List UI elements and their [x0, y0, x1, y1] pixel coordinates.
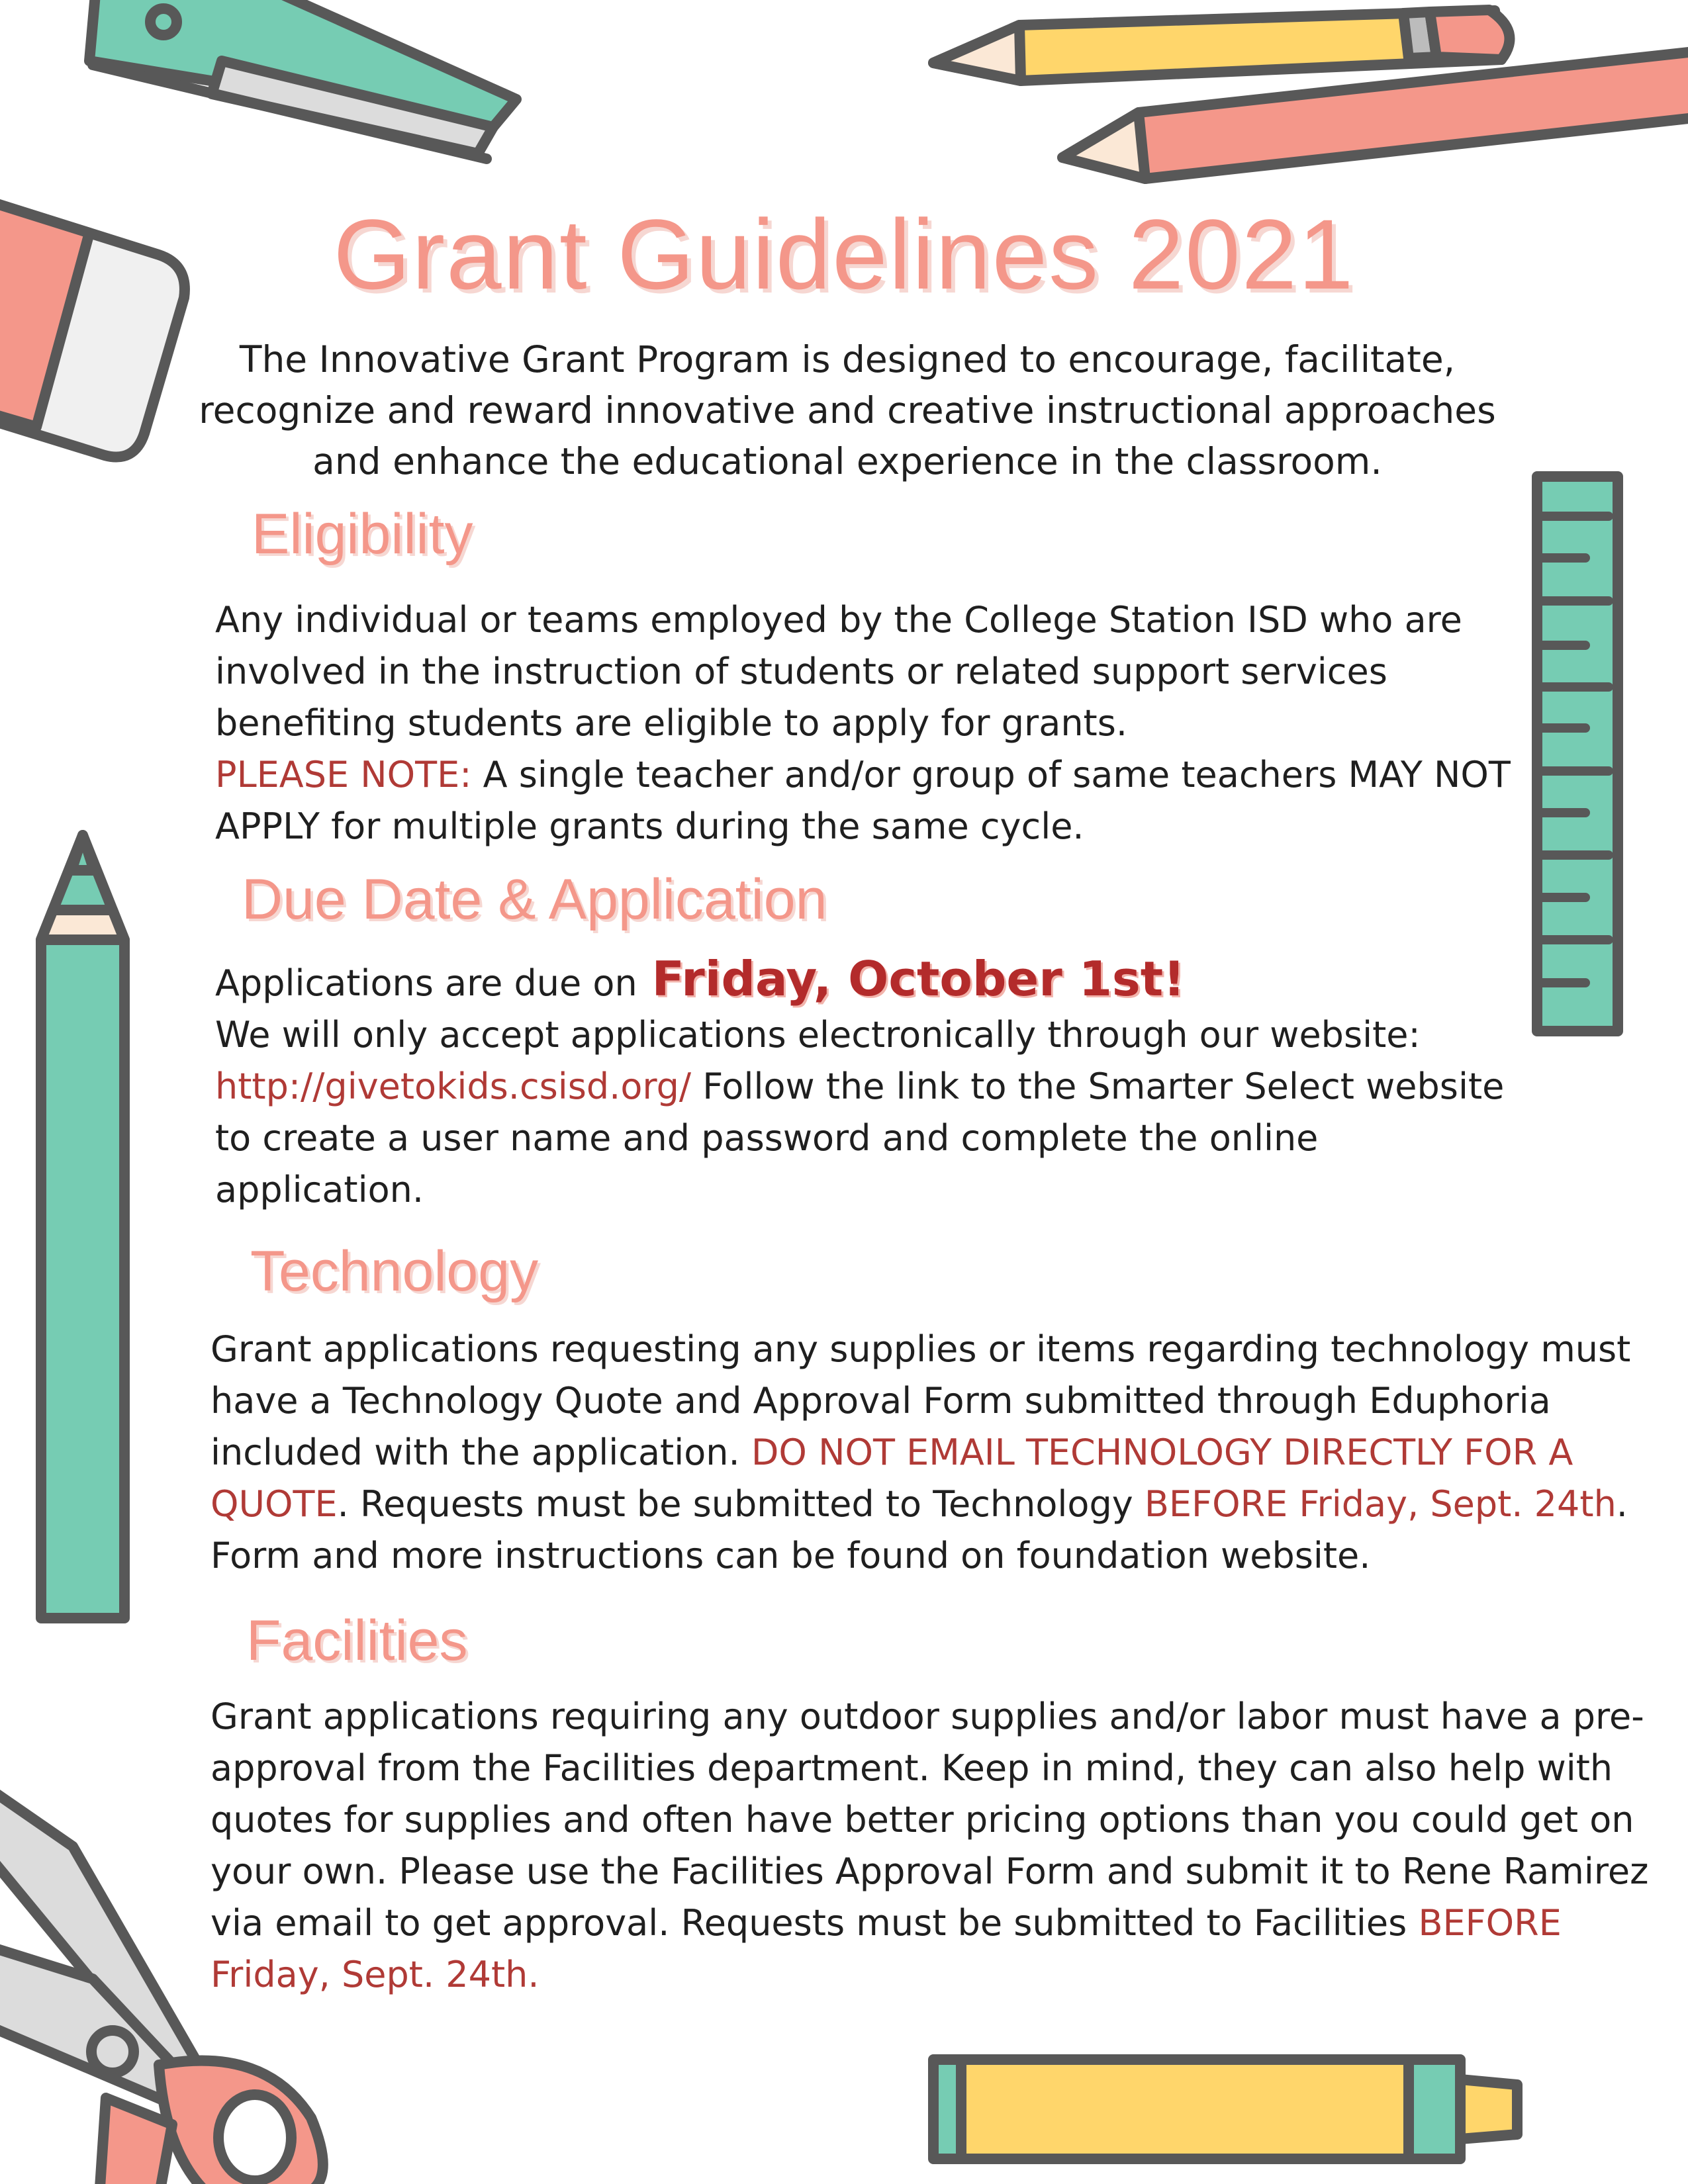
due-date-section [215, 953, 1513, 1216]
ruler-icon [1537, 477, 1618, 1031]
pencil-icon-yellow [933, 10, 1509, 81]
facilities-body [211, 1691, 1667, 2001]
facilities-section [211, 1691, 1667, 2001]
technology-deadline: BEFORE Friday, Sept. 24th [1144, 1483, 1617, 1525]
facilities-heading: Facilities [246, 1609, 468, 1672]
technology-text3: . Form and more instructions can be found on foundation website. [211, 1483, 1628, 1576]
intro-paragraph: The Innovative Grant Program is designed to encourage, facilitate, recognize and reward innovative and creative instructional approaches and enhance the educational experience in the classroom. [199, 338, 1496, 482]
due-date-heading: Due Date & Application [242, 868, 827, 931]
eligibility-heading: Eligibility [252, 502, 473, 566]
facilities-deadline: BEFORE Friday, Sept. 24th. [211, 1902, 1562, 1995]
website-link[interactable]: http://givetokids.csisd.org/ [215, 1066, 692, 1107]
eligibility-body: Any individual or teams employed by the College Station ISD who are involved in the instruction of students or related support services benefiting students are eligible to apply for grants. [215, 599, 1462, 744]
pencil-icon-green [41, 835, 124, 1618]
eligibility-section [215, 594, 1513, 852]
due-date-line3: Follow the link to the Smarter Select website to create a user name and password and complete the online application. [215, 1066, 1505, 1210]
eligibility-note [215, 749, 1513, 852]
technology-warning: DO NOT EMAIL TECHNOLOGY DIRECTLY FOR A QUOTE [211, 1432, 1573, 1525]
technology-heading: Technology [250, 1240, 539, 1303]
highlighter-icon [933, 2060, 1517, 2159]
note-label: PLEASE NOTE: [215, 754, 472, 796]
technology-body [211, 1324, 1667, 1582]
note-text: A single teacher and/or group of same teachers MAY NOT APPLY for multiple grants during the same cycle. [215, 754, 1511, 847]
page-title-text: Grant Guidelines 2021 [333, 199, 1355, 310]
due-date-line [215, 953, 1513, 1009]
technology-text1: Grant applications requesting any supplies or items regarding technology must have a Technology Quote and Approval Form submitted through Eduphoria included with the application. [211, 1328, 1631, 1473]
technology-section [211, 1324, 1667, 1582]
due-date-line2: We will only accept applications electronically through our website: [215, 1014, 1421, 1056]
due-date-value: Friday, October 1st! [651, 951, 1186, 1007]
facilities-text1: Grant applications requiring any outdoor supplies and/or labor must have a pre-approval from the Facilities department. Keep in mind, they can also help with quotes for supplies and often have better pricing options than you could get on your own. Please use the Facilities Approval Form and submit it to Rene Ramirez via email to get approval. Requests must be submitted to Facilities [211, 1696, 1649, 1944]
stapler-icon [89, 0, 516, 159]
due-date-body [215, 1009, 1513, 1216]
technology-text2: . Requests must be submitted to Technology [337, 1483, 1133, 1525]
due-date-intro: Applications are due on [215, 962, 637, 1004]
page-title [132, 197, 1556, 312]
